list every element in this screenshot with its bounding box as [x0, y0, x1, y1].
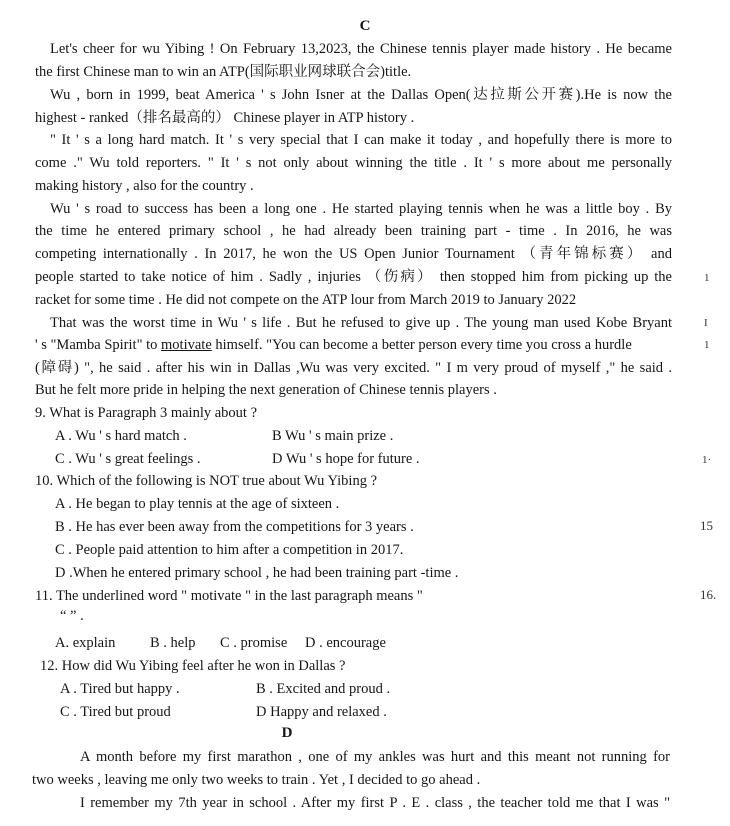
- q9-option-c[interactable]: C . Wu ' s great feelings .: [55, 451, 201, 467]
- passage-c-text: ' s "Mamba Spirit" to: [35, 337, 158, 353]
- passage-c-line: Wu , born in 1999, beat America ' s John Isner at the Dallas Open(达拉斯公开赛).He is now the: [50, 87, 672, 103]
- passage-c-line: the time he entered primary school , he had already been training part - time . In 2016, he was: [35, 223, 672, 239]
- passage-c-line: competing internationally . In 2017, he won the US Open Junior Tournament （青年锦标赛） and: [35, 246, 672, 262]
- question-11-stem: 11. The underlined word " motivate " in the last paragraph means ": [35, 588, 423, 604]
- q10-option-a[interactable]: A . He began to play tennis at the age of sixteen .: [55, 496, 340, 512]
- passage-c-line: come ." Wu told reporters. " It ' s not only about winning the title . It ' s more about me personally: [35, 155, 672, 171]
- section-c-heading: C: [359, 18, 371, 34]
- passage-c-text: himself. "You can become a better person every time you cross a hurdle: [215, 337, 632, 353]
- margin-mark: 1·: [702, 454, 712, 466]
- question-9-stem: 9. What is Paragraph 3 mainly about ?: [35, 405, 258, 421]
- passage-c-line: Wu ' s road to success has been a long one . He started playing tennis when he was a little boy . By: [50, 201, 672, 217]
- q10-option-d[interactable]: D .When he entered primary school , he had been training part -time .: [55, 565, 459, 581]
- passage-d-line: I remember my 7th year in school . After my first P . E . class , the teacher told me that I was ": [80, 795, 670, 811]
- q11-option-c[interactable]: C . promise: [220, 635, 288, 651]
- q12-option-c[interactable]: C . Tired but proud: [60, 704, 171, 720]
- q9-option-d[interactable]: D Wu ' s hope for future .: [272, 451, 420, 467]
- passage-d-line: A month before my first marathon , one of my ankles was hurt and this meant not running for: [80, 749, 670, 765]
- underlined-word-motivate: motivate: [161, 337, 212, 353]
- q11-option-b[interactable]: B . help: [150, 635, 196, 651]
- margin-mark: 1: [704, 339, 710, 351]
- passage-c-line: " It ' s a long hard match. It ' s very special that I can make it today , and hopefully there is more to: [50, 132, 672, 148]
- q11-option-a[interactable]: A. explain: [55, 635, 116, 651]
- question-11-blank: “ ” .: [60, 608, 84, 624]
- passage-d-line: two weeks , leaving me only two weeks to train . Yet , I decided to go ahead .: [32, 772, 481, 788]
- margin-mark: 1: [704, 272, 710, 284]
- q11-option-d[interactable]: D . encourage: [305, 635, 386, 651]
- passage-c-line: (障碍) ", he said . after his win in Dallas ,Wu was very excited. " I m very proud of myself ," he said .: [35, 360, 672, 376]
- passage-c-line: people started to take notice of him . Sadly , injuries （伤病） then stopped him from picking up the: [35, 269, 672, 285]
- question-10-stem: 10. Which of the following is NOT true about Wu Yibing ?: [35, 473, 378, 489]
- passage-c-line: That was the worst time in Wu ' s life . But he refused to give up . The young man used Kobe Bryant: [50, 315, 672, 331]
- margin-mark: I: [704, 317, 708, 329]
- q9-option-a[interactable]: A . Wu ' s hard match .: [55, 428, 187, 444]
- q12-option-a[interactable]: A . Tired but happy .: [60, 681, 180, 697]
- passage-c-line: [35, 336, 672, 354]
- passage-c-line: racket for some time . He did not compete on the ATP lour from March 2019 to January 2022: [35, 292, 577, 308]
- passage-c-line: making history , also for the country .: [35, 178, 254, 194]
- passage-c-line: the first Chinese man to win an ATP(国际职业网球联合会)title.: [35, 64, 412, 80]
- q12-option-b[interactable]: B . Excited and proud .: [256, 681, 391, 697]
- q10-option-c[interactable]: C . People paid attention to him after a competition in 2017.: [55, 542, 404, 558]
- q10-option-b[interactable]: B . He has ever been away from the competitions for 3 years .: [55, 519, 414, 535]
- q9-option-b[interactable]: B Wu ' s main prize .: [272, 428, 394, 444]
- passage-c-line: But he felt more pride in helping the next generation of Chinese tennis players .: [35, 382, 497, 398]
- margin-mark: 16.: [700, 587, 717, 602]
- section-d-heading: D: [281, 725, 293, 741]
- passage-c-line: highest - ranked（排名最高的） Chinese player in ATP history .: [35, 110, 415, 126]
- passage-c-line: Let's cheer for wu Yibing ! On February 13,2023, the Chinese tennis player made history . He became: [50, 41, 672, 57]
- margin-mark: 15: [700, 518, 713, 533]
- q12-option-d[interactable]: D Happy and relaxed .: [256, 704, 387, 720]
- question-12-stem: 12. How did Wu Yibing feel after he won in Dallas ?: [40, 658, 346, 674]
